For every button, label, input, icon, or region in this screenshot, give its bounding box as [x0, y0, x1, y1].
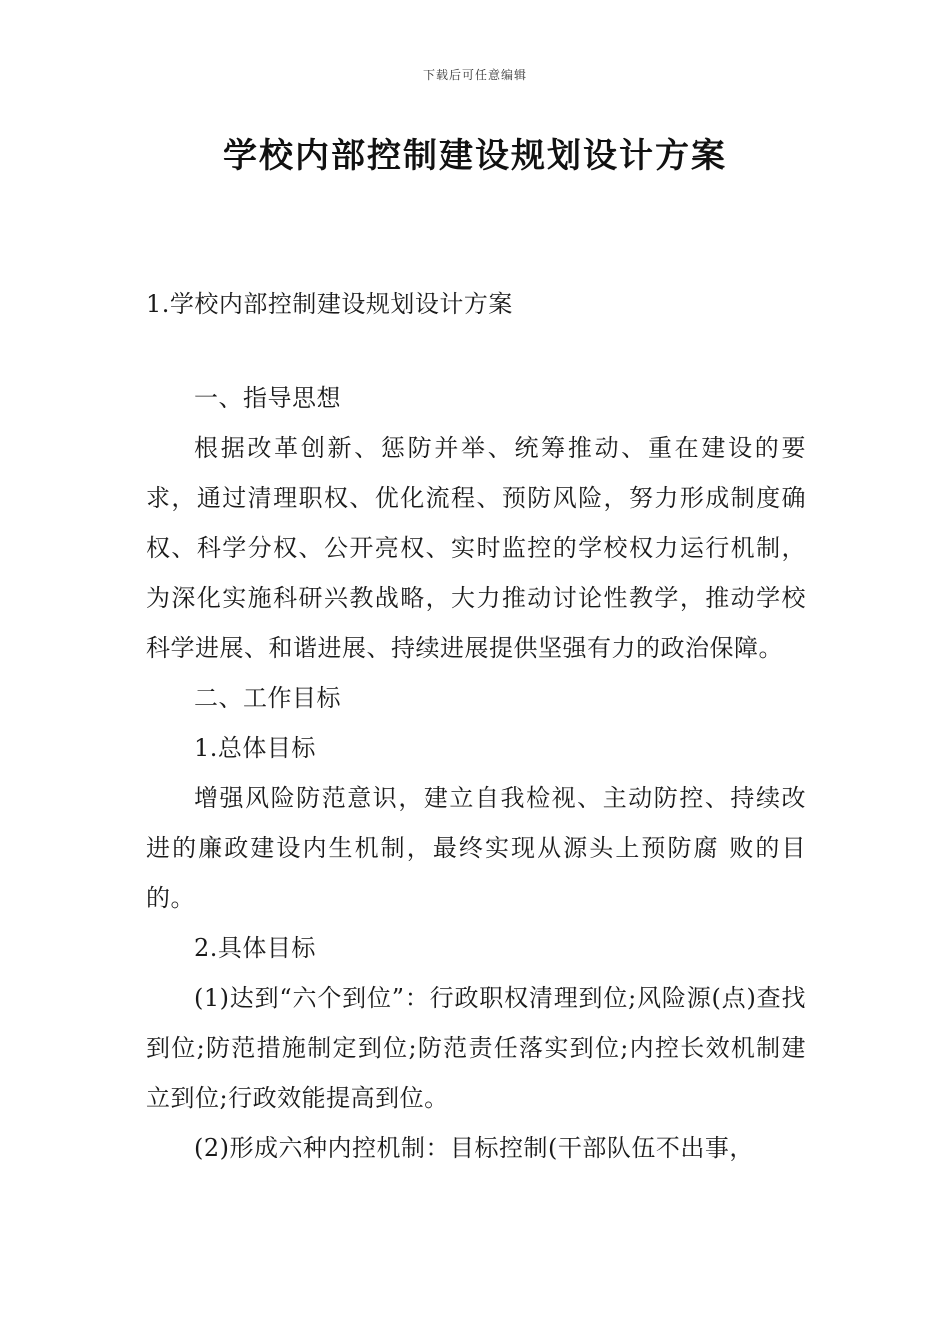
header-note: 下载后可任意编辑 [422, 68, 527, 82]
document-title: 学校内部控制建设规划设计方案 [223, 136, 727, 176]
paragraph-specific-goal-2: (2)形成六种内控机制：目标控制(干部队伍不出事， [194, 1134, 754, 1162]
paragraph-specific-goal-1: (1)达到“六个到位”：行政职权清理到位;风险源(点)查找到位;防范措施制定到位;防范责任落实到位;内控长效机制建立到位;行政效能提高到位。 [146, 984, 806, 1112]
paragraph-overall-goal: 增强风险防范意识，建立自我检视、主动防控、持续改进的廉政建设内生机制，最终实现从源头上预防腐 败的目的。 [146, 784, 806, 912]
section-heading-guiding-thought: 一、指导思想 [194, 384, 341, 412]
paragraph-guiding-thought: 根据改革创新、惩防并举、统筹推动、重在建设的要求，通过清理职权、优化流程、预防风险，努力形成制度确权、科学分权、公开亮权、实时监控的学校权力运行机制，为深化实施科研兴教战略，大力推动讨论性教学，推动学校科学进展、和谐进展、持续进展提供坚强有力的政治保障。 [146, 434, 806, 662]
body-text [146, 373, 806, 1173]
subheading-overall-goal: 1.总体目标 [194, 734, 316, 762]
section-subtitle: 1.学校内部控制建设规划设计方案 [146, 290, 513, 318]
subheading-specific-goals: 2.具体目标 [194, 934, 316, 962]
section-heading-work-goals: 二、工作目标 [194, 684, 341, 712]
